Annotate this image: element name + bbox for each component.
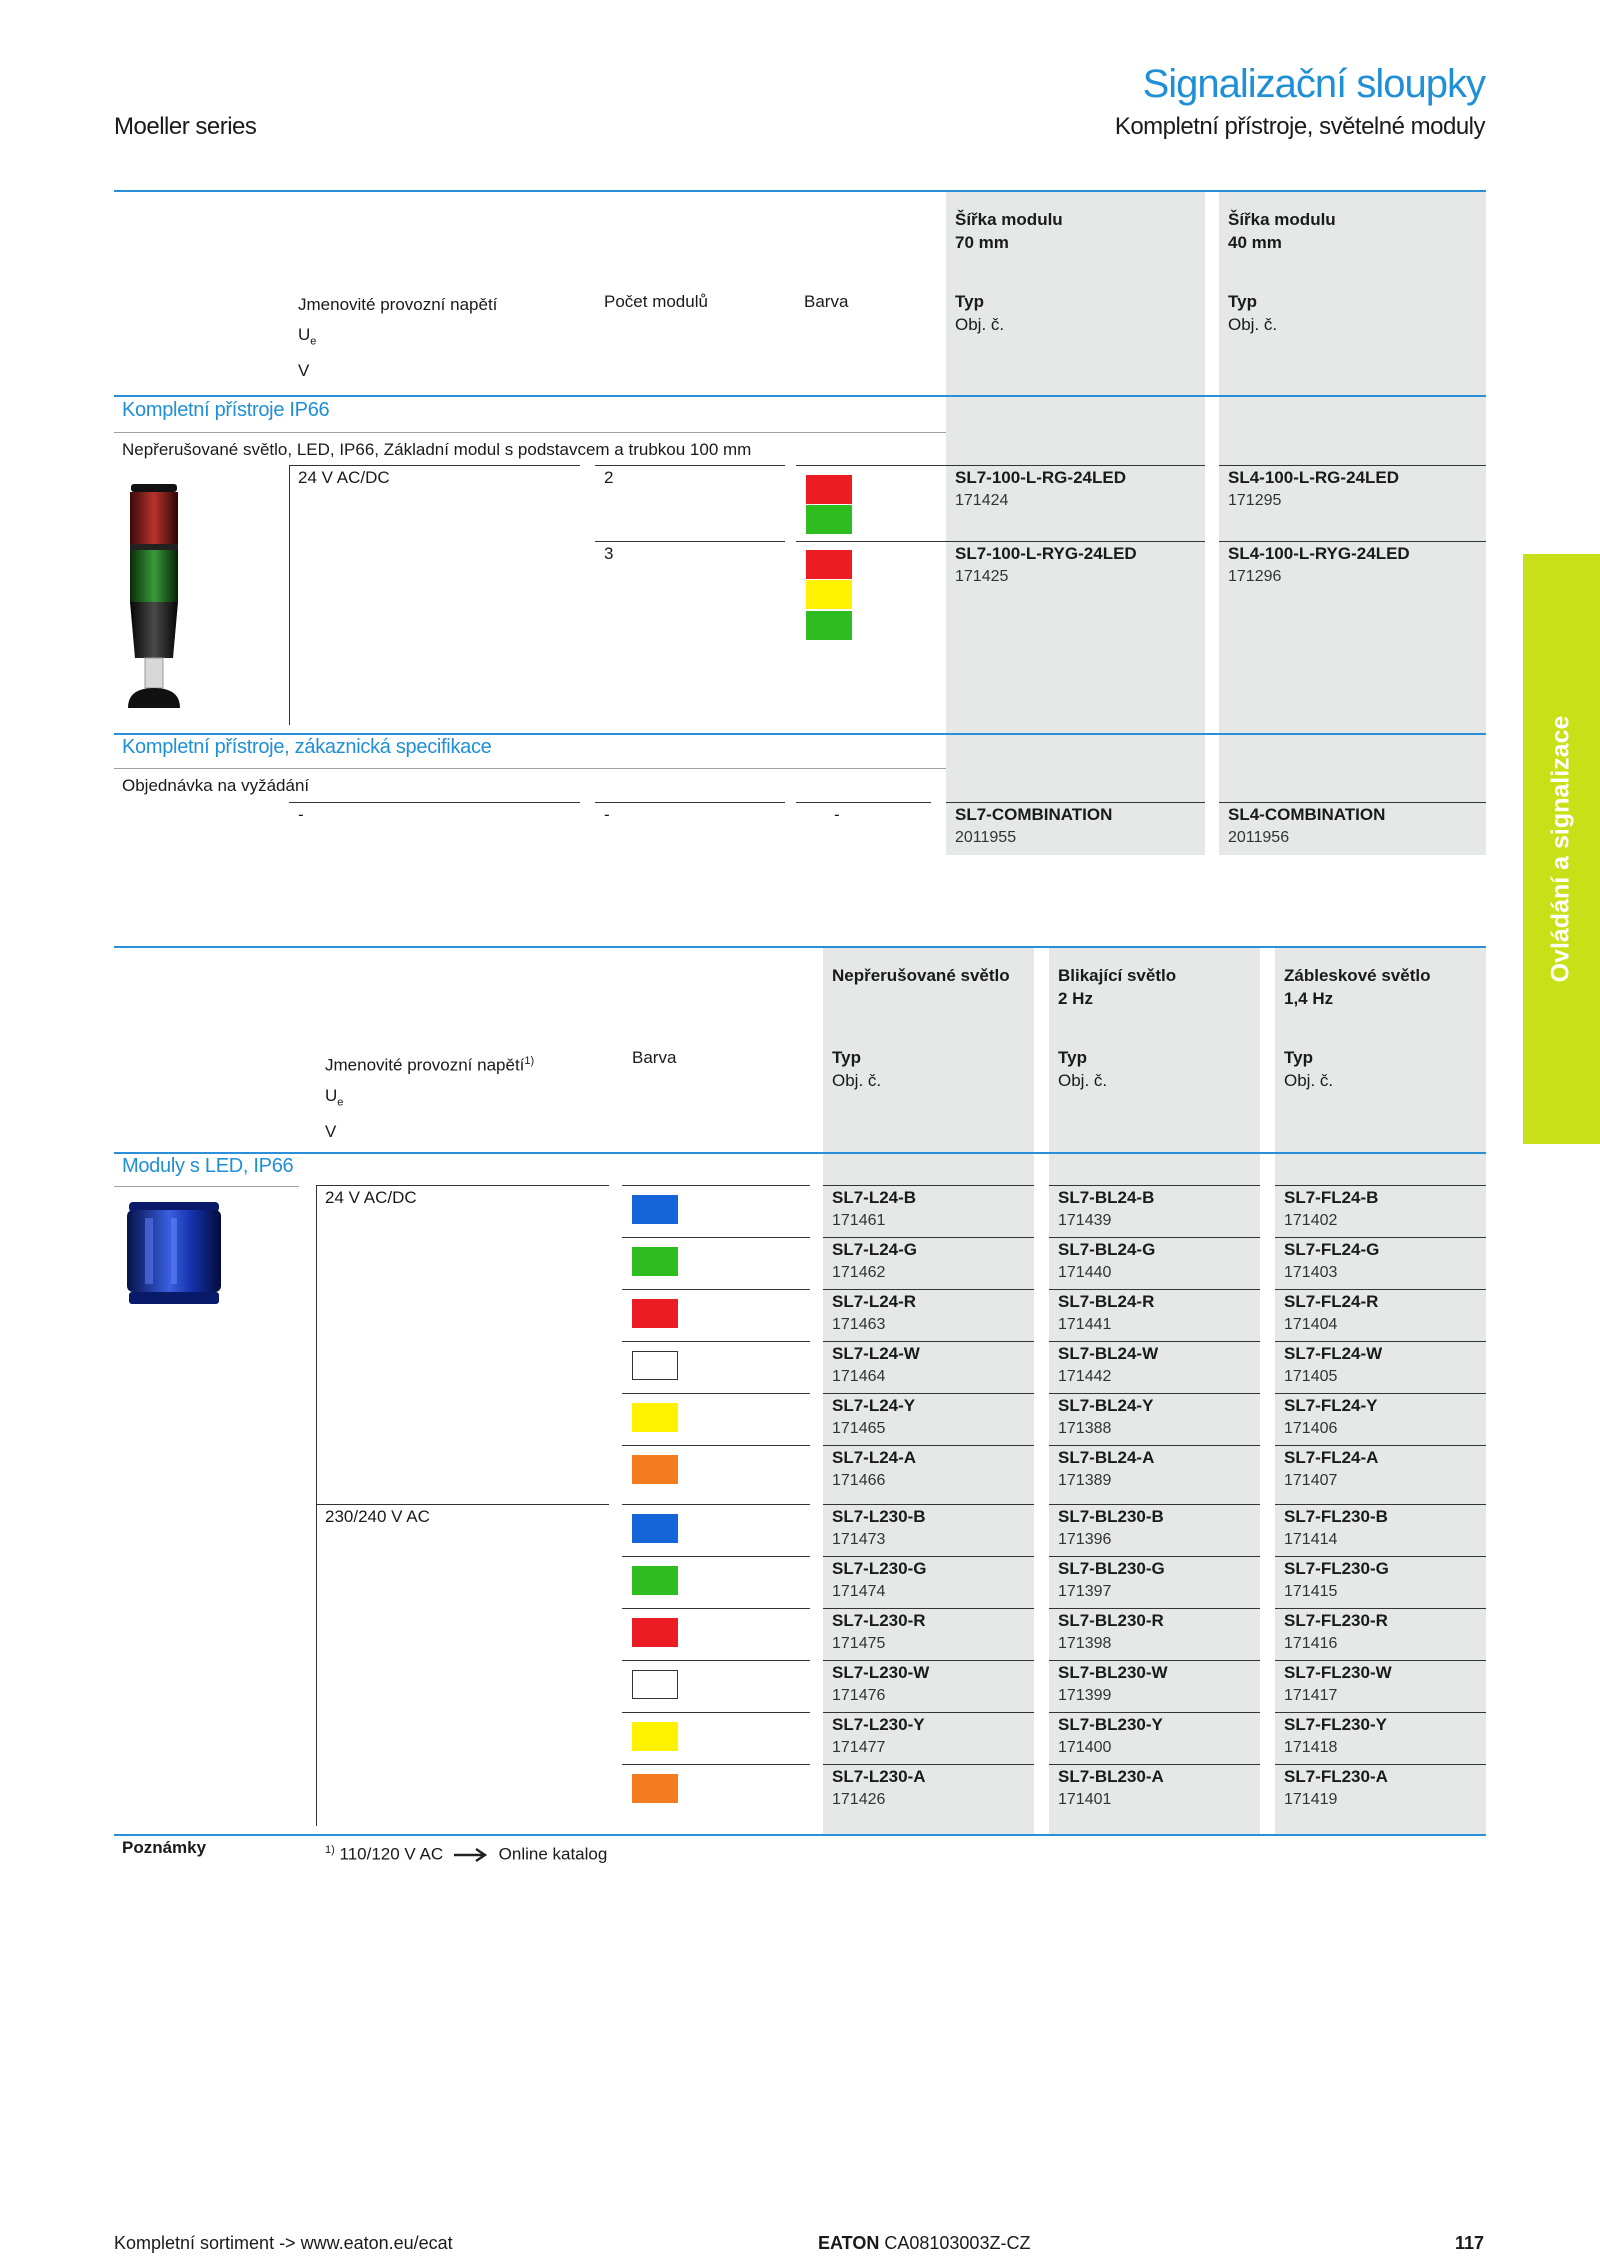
row2-type40: SL4-100-L-RYG-24LED 171296 bbox=[1228, 544, 1410, 585]
signal-tower-image bbox=[118, 480, 188, 720]
color-swatch bbox=[632, 1195, 678, 1224]
order-number: 171400 bbox=[1058, 1739, 1112, 1756]
type-code: SL7-FL24-Y bbox=[1284, 1396, 1378, 1415]
section1-rule bbox=[114, 395, 1486, 397]
type-code: SL7-BL24-G bbox=[1058, 1240, 1156, 1259]
color-swatch bbox=[632, 1403, 678, 1432]
strobe-type-cell bbox=[1284, 1505, 1388, 1551]
steady-type-cell bbox=[832, 1394, 915, 1440]
type-code: SL7-FL230-R bbox=[1284, 1611, 1388, 1630]
steady-type-cell bbox=[832, 1713, 925, 1759]
notes-label: Poznámky bbox=[122, 1838, 207, 1857]
type-code: SL7-FL24-B bbox=[1284, 1188, 1379, 1207]
row2-modules: 3 bbox=[604, 544, 614, 563]
swatch-green bbox=[806, 505, 852, 534]
voltage-header: Jmenovité provozní napětí $U_e$ V bbox=[298, 295, 498, 381]
color-rule bbox=[622, 1393, 810, 1394]
color-swatch bbox=[632, 1774, 678, 1803]
section2-rule-c bbox=[796, 802, 931, 803]
section2-rule-a bbox=[289, 802, 580, 803]
section2-title: Kompletní přístroje, zákaznická specifikace bbox=[122, 736, 492, 758]
type-code: SL7-FL230-B bbox=[1284, 1507, 1388, 1526]
type-code: SL7-BL230-B bbox=[1058, 1507, 1164, 1526]
section2-title-rule bbox=[114, 768, 946, 769]
row1-type70: SL7-100-L-RG-24LED 171424 bbox=[955, 468, 1126, 509]
type-code: SL7-BL24-B bbox=[1058, 1188, 1155, 1207]
color-swatch bbox=[632, 1247, 678, 1276]
type-code: SL7-BL24-Y bbox=[1058, 1396, 1154, 1415]
led-module-image bbox=[125, 1200, 223, 1310]
steady-type-cell bbox=[832, 1505, 926, 1551]
steady-type-cell bbox=[832, 1765, 926, 1811]
order-number: 171465 bbox=[832, 1420, 886, 1437]
steady-type-cell bbox=[832, 1238, 917, 1284]
color-swatch bbox=[632, 1670, 678, 1699]
section1-title-rule bbox=[114, 432, 946, 433]
group-voltage: 230/240 V AC bbox=[325, 1507, 430, 1526]
color-swatch bbox=[632, 1351, 678, 1380]
color-swatch bbox=[632, 1514, 678, 1543]
order-number: 171414 bbox=[1284, 1531, 1338, 1548]
order-number: 171388 bbox=[1058, 1420, 1112, 1437]
order-number: 171462 bbox=[832, 1264, 886, 1281]
note-1: $^{1)}$ 110/120 V AC Online katalog bbox=[325, 1844, 608, 1864]
type-code: SL7-FL24-A bbox=[1284, 1448, 1379, 1467]
color-swatch bbox=[632, 1722, 678, 1751]
order-number: 171474 bbox=[832, 1583, 886, 1600]
color-swatch bbox=[632, 1618, 678, 1647]
color-rule bbox=[622, 1445, 810, 1446]
voltage-cell-border bbox=[289, 465, 290, 725]
swatch-yellow bbox=[806, 580, 852, 609]
type-code: SL7-BL230-R bbox=[1058, 1611, 1164, 1630]
color-rule bbox=[622, 1289, 810, 1290]
arrow-right-icon bbox=[454, 1848, 488, 1862]
steady-type-cell bbox=[832, 1446, 916, 1492]
col-40mm-typ-header: Typ Obj. č. bbox=[1228, 292, 1278, 334]
type-code: SL7-L24-R bbox=[832, 1292, 917, 1311]
section2-rule-b bbox=[595, 802, 785, 803]
col-70mm-typ-header: Typ Obj. č. bbox=[955, 292, 1005, 334]
section1-desc: Nepřerušované světlo, LED, IP66, Základní modul s podstavcem a trubkou 100 mm bbox=[122, 440, 752, 459]
row2-rule-b bbox=[595, 541, 785, 542]
order-number: 171477 bbox=[832, 1739, 886, 1756]
section2-dash-voltage: - bbox=[298, 805, 304, 824]
order-number: 171463 bbox=[832, 1316, 886, 1333]
strobe-type-cell bbox=[1284, 1394, 1378, 1440]
color-rule bbox=[622, 1341, 810, 1342]
order-number: 171389 bbox=[1058, 1472, 1112, 1489]
type-code: SL7-L24-A bbox=[832, 1448, 917, 1467]
color-rule bbox=[622, 1764, 810, 1765]
order-number: 171476 bbox=[832, 1687, 886, 1704]
type-code: SL7-BL24-W bbox=[1058, 1344, 1159, 1363]
section2-rule bbox=[114, 733, 1486, 735]
row1-type40: SL4-100-L-RG-24LED 171295 bbox=[1228, 468, 1399, 509]
type-code: SL7-L24-Y bbox=[832, 1396, 916, 1415]
type-code: SL7-BL230-G bbox=[1058, 1559, 1165, 1578]
type-code: SL7-L24-G bbox=[832, 1240, 918, 1259]
color-swatch bbox=[632, 1455, 678, 1484]
type-code: SL7-FL230-Y bbox=[1284, 1715, 1387, 1734]
blink-type-cell bbox=[1058, 1394, 1153, 1440]
page-number: 117 bbox=[1455, 2233, 1485, 2253]
type-code: SL7-L230-A bbox=[832, 1767, 926, 1786]
voltage-cell-border bbox=[316, 1504, 317, 1826]
online-catalog-link[interactable]: Online katalog bbox=[498, 1844, 608, 1864]
color-rule bbox=[622, 1185, 810, 1186]
order-number: 171397 bbox=[1058, 1583, 1112, 1600]
color-rule bbox=[622, 1608, 810, 1609]
row2-type70: SL7-100-L-RYG-24LED 171425 bbox=[955, 544, 1137, 585]
section1-title: Kompletní přístroje IP66 bbox=[122, 399, 330, 421]
order-number: 171401 bbox=[1058, 1791, 1112, 1808]
steady-type-cell bbox=[832, 1186, 916, 1232]
type-code: SL7-FL230-A bbox=[1284, 1767, 1388, 1786]
t2-section-title: Moduly s LED, IP66 bbox=[122, 1155, 294, 1177]
order-number: 171473 bbox=[832, 1531, 886, 1548]
order-number: 171405 bbox=[1284, 1368, 1338, 1385]
color-rule bbox=[622, 1712, 810, 1713]
order-number: 171418 bbox=[1284, 1739, 1338, 1756]
type-code: SL7-BL24-A bbox=[1058, 1448, 1155, 1467]
col-blink-header: Blikající světlo 2 Hz bbox=[1058, 966, 1177, 1008]
modules-header: Počet modulů bbox=[604, 292, 708, 311]
col-strobe-header: Zábleskové světlo 1,4 Hz bbox=[1284, 966, 1431, 1008]
type-code: SL7-BL230-A bbox=[1058, 1767, 1164, 1786]
strobe-type-cell bbox=[1284, 1446, 1378, 1492]
col-blink-typ-header: Typ Obj. č. bbox=[1058, 1048, 1108, 1090]
blink-type-cell bbox=[1058, 1290, 1154, 1336]
order-number: 171416 bbox=[1284, 1635, 1338, 1652]
strobe-type-cell bbox=[1284, 1661, 1392, 1707]
color-rule bbox=[622, 1504, 810, 1505]
type-code: SL7-L230-Y bbox=[832, 1715, 925, 1734]
type-code: SL7-FL230-W bbox=[1284, 1663, 1392, 1682]
type-code: SL7-FL24-W bbox=[1284, 1344, 1383, 1363]
footer-link[interactable]: Kompletní sortiment -> www.eaton.eu/ecat bbox=[114, 2233, 453, 2253]
order-number: 171461 bbox=[832, 1212, 886, 1229]
swatch-green bbox=[806, 611, 852, 640]
page-subtitle: Kompletní přístroje, světelné moduly bbox=[1114, 113, 1485, 140]
color-rule bbox=[622, 1556, 810, 1557]
color-rule bbox=[622, 1237, 810, 1238]
blink-type-cell bbox=[1058, 1446, 1154, 1492]
footer-brand: EATON CA08103003Z-CZ bbox=[818, 2233, 1031, 2253]
type-code: SL7-L230-R bbox=[832, 1611, 926, 1630]
t2-color-header: Barva bbox=[632, 1048, 677, 1067]
series-label: Moeller series bbox=[114, 113, 257, 140]
row2-rule-c bbox=[796, 541, 946, 542]
swatch-red bbox=[806, 550, 852, 579]
order-number: 171396 bbox=[1058, 1531, 1112, 1548]
blink-type-cell bbox=[1058, 1557, 1165, 1603]
type-code: SL7-BL230-W bbox=[1058, 1663, 1168, 1682]
color-rule bbox=[622, 1660, 810, 1661]
col-70mm-header: Šířka modulu 70 mm bbox=[955, 210, 1063, 252]
voltage-cell-border bbox=[316, 1185, 317, 1505]
color-swatch bbox=[632, 1299, 678, 1328]
swatch-red bbox=[806, 475, 852, 504]
strobe-type-cell bbox=[1284, 1557, 1389, 1603]
order-number: 171464 bbox=[832, 1368, 886, 1385]
t2-voltage-header: Jmenovité provozní napětí$^{1)}$ $U_e$ V bbox=[325, 1055, 535, 1142]
order-number: 171426 bbox=[832, 1791, 886, 1808]
order-number: 171419 bbox=[1284, 1791, 1338, 1808]
section2-type40: SL4-COMBINATION 2011956 bbox=[1228, 805, 1386, 846]
row1-rule-b bbox=[595, 465, 785, 466]
strobe-type-cell bbox=[1284, 1342, 1382, 1388]
order-number: 171406 bbox=[1284, 1420, 1338, 1437]
type-code: SL7-BL230-Y bbox=[1058, 1715, 1163, 1734]
blink-type-cell bbox=[1058, 1765, 1164, 1811]
section2-dash-color: - bbox=[834, 805, 840, 824]
section2-type70: SL7-COMBINATION 2011955 bbox=[955, 805, 1113, 846]
order-number: 171407 bbox=[1284, 1472, 1338, 1489]
type-code: SL7-FL230-G bbox=[1284, 1559, 1389, 1578]
page-title: Signalizační sloupky bbox=[1142, 62, 1485, 106]
notes-rule bbox=[114, 1834, 1486, 1836]
section1-voltage: 24 V AC/DC bbox=[298, 468, 390, 487]
col-strobe-typ-header: Typ Obj. č. bbox=[1284, 1048, 1334, 1090]
order-number: 171402 bbox=[1284, 1212, 1338, 1229]
type-code: SL7-L24-B bbox=[832, 1188, 917, 1207]
steady-type-cell bbox=[832, 1557, 926, 1603]
order-number: 171466 bbox=[832, 1472, 886, 1489]
order-number: 171398 bbox=[1058, 1635, 1112, 1652]
col-steady-typ-header: Typ Obj. č. bbox=[832, 1048, 882, 1090]
order-number: 171475 bbox=[832, 1635, 886, 1652]
strobe-type-cell bbox=[1284, 1290, 1378, 1336]
type-code: SL7-L230-G bbox=[832, 1559, 927, 1578]
blink-type-cell bbox=[1058, 1609, 1164, 1655]
section2-dash-modules: - bbox=[604, 805, 610, 824]
color-header: Barva bbox=[804, 292, 849, 311]
strobe-type-cell bbox=[1284, 1609, 1388, 1655]
col-40mm-header: Šířka modulu 40 mm bbox=[1228, 210, 1336, 252]
section2-desc: Objednávka na vyžádání bbox=[122, 776, 310, 795]
strobe-type-cell bbox=[1284, 1238, 1379, 1284]
blink-type-cell bbox=[1058, 1238, 1155, 1284]
steady-type-cell bbox=[832, 1342, 920, 1388]
strobe-type-cell bbox=[1284, 1765, 1388, 1811]
type-code: SL7-BL24-R bbox=[1058, 1292, 1155, 1311]
steady-type-cell bbox=[832, 1609, 926, 1655]
blink-type-cell bbox=[1058, 1505, 1164, 1551]
chapter-tab bbox=[1523, 554, 1600, 1144]
order-number: 171403 bbox=[1284, 1264, 1338, 1281]
color-swatch bbox=[632, 1566, 678, 1595]
order-number: 171399 bbox=[1058, 1687, 1112, 1704]
strobe-type-cell bbox=[1284, 1186, 1378, 1232]
type-code: SL7-L230-B bbox=[832, 1507, 926, 1526]
blink-type-cell bbox=[1058, 1186, 1154, 1232]
blink-type-cell bbox=[1058, 1661, 1168, 1707]
order-number: 171417 bbox=[1284, 1687, 1338, 1704]
order-number: 171404 bbox=[1284, 1316, 1338, 1333]
type-code: SL7-FL24-R bbox=[1284, 1292, 1379, 1311]
row1-rule-c bbox=[796, 465, 946, 466]
col-steady-header: Nepřerušované světlo bbox=[832, 966, 1010, 985]
steady-type-cell bbox=[832, 1290, 916, 1336]
order-number: 171439 bbox=[1058, 1212, 1112, 1229]
blink-type-cell bbox=[1058, 1342, 1158, 1388]
order-number: 171415 bbox=[1284, 1583, 1338, 1600]
type-code: SL7-FL24-G bbox=[1284, 1240, 1380, 1259]
chapter-tab-label: Ovládání a signalizace bbox=[1546, 715, 1575, 983]
type-code: SL7-L230-W bbox=[832, 1663, 930, 1682]
order-number: 171442 bbox=[1058, 1368, 1112, 1385]
order-number: 171441 bbox=[1058, 1316, 1112, 1333]
t2-section-rule bbox=[114, 1152, 1486, 1154]
t2-section-title-rule bbox=[114, 1186, 299, 1187]
row1-modules: 2 bbox=[604, 468, 614, 487]
type-code: SL7-L24-W bbox=[832, 1344, 920, 1363]
group-voltage: 24 V AC/DC bbox=[325, 1188, 417, 1207]
steady-type-cell bbox=[832, 1661, 929, 1707]
strobe-type-cell bbox=[1284, 1713, 1387, 1759]
blink-type-cell bbox=[1058, 1713, 1163, 1759]
order-number: 171440 bbox=[1058, 1264, 1112, 1281]
